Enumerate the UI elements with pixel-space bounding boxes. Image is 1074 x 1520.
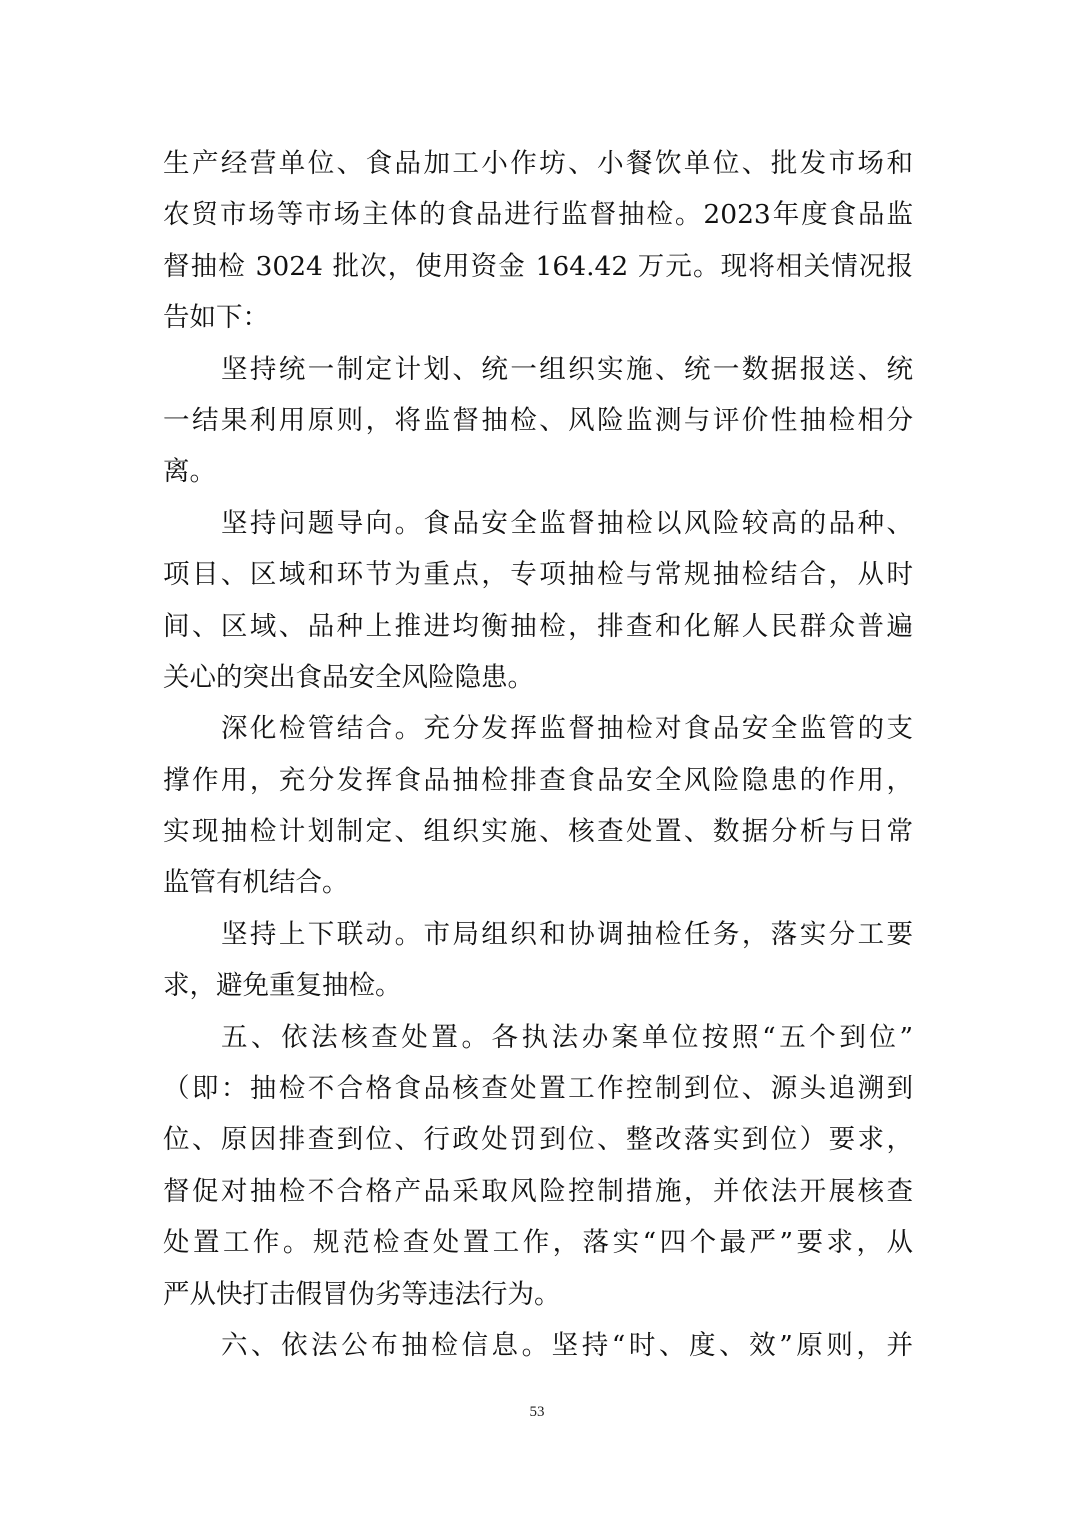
text-line: 坚持问题导向。食品安全监督抽检以风险较高的品种、 [221, 507, 913, 539]
text-line: 一结果利用原则，将监督抽检、风险监测与评价性抽检相分 [163, 404, 913, 436]
paragraph-section-five [163, 1012, 913, 1320]
text-line: 撑作用，充分发挥食品抽检排查食品安全风险隐患的作用， [163, 764, 913, 796]
text-line: 深化检管结合。充分发挥监督抽检对食品安全监管的支 [221, 713, 913, 745]
text-line: 求，避免重复抽检。 [163, 970, 402, 1002]
text-line: 督抽检 3024 批次，使用资金 164.42 万元。现将相关情况报 [163, 250, 913, 282]
text-line: 处置工作。规范检查处置工作，落实“四个最严”要求，从 [163, 1227, 913, 1259]
text-line: 六、依法公布抽检信息。坚持“时、度、效”原则，并 [221, 1329, 913, 1361]
text-line: 监管有机结合。 [163, 867, 349, 899]
paragraph-unified-plan [163, 344, 913, 498]
text-line: 坚持统一制定计划、统一组织实施、统一数据报送、统 [221, 353, 913, 385]
text-line: 间、区域、品种上推进均衡抽检，排查和化解人民群众普遍 [163, 610, 913, 642]
text-line: 五、依法核查处置。各执法办案单位按照“五个到位” [221, 1021, 913, 1053]
paragraph-problem-oriented [163, 498, 913, 704]
text-line: 坚持上下联动。市局组织和协调抽检任务，落实分工要 [221, 918, 913, 950]
text-line: 告如下： [163, 302, 269, 334]
text-line: 农贸市场等市场主体的食品进行监督抽检。2023年度食品监 [163, 199, 913, 231]
paragraph-intro [163, 138, 913, 344]
text-line: 项目、区域和环节为重点，专项抽检与常规抽检结合，从时 [163, 559, 913, 591]
text-line: 位、原因排查到位、行政处罚到位、整改落实到位）要求， [163, 1124, 913, 1156]
page-number: 53 [529, 1404, 545, 1420]
paragraph-section-six [163, 1320, 913, 1371]
text-line: 实现抽检计划制定、组织实施、核查处置、数据分析与日常 [163, 816, 913, 848]
text-line: 严从快打击假冒伪劣等违法行为。 [163, 1278, 561, 1310]
text-line: （即：抽检不合格食品核查处置工作控制到位、源头追溯到 [163, 1073, 913, 1105]
paragraph-coordination [163, 909, 913, 1012]
text-line: 离。 [163, 456, 216, 488]
text-line: 生产经营单位、食品加工小作坊、小餐饮单位、批发市场和 [163, 148, 913, 179]
body-text [163, 138, 913, 1371]
paragraph-inspection-supervision [163, 703, 913, 909]
text-line: 关心的突出食品安全风险隐患。 [163, 661, 534, 693]
text-line: 督促对抽检不合格产品采取风险控制措施，并依法开展核查 [163, 1175, 913, 1207]
